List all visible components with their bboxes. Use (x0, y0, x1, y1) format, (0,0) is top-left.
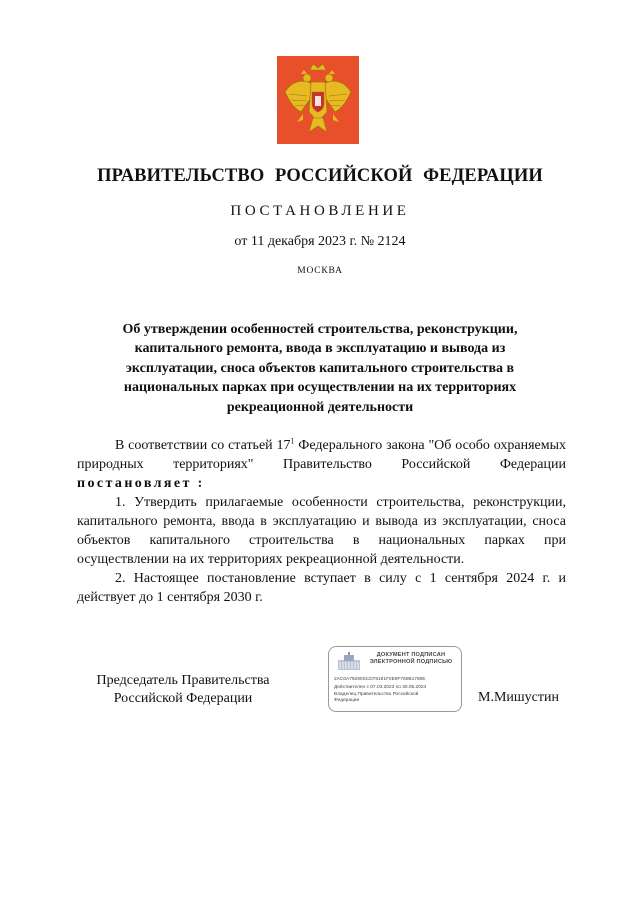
stamp-owner-line1: Владелец Правительство Российской (334, 692, 419, 697)
document-city: МОСКВА (297, 266, 343, 276)
document-subject: Об утверждении особенностей строительства, реконструкции, капитального ремонта, ввода в эксплуатацию и вывода из эксплуатации, сноса объектов капитального строительства в национальных парках при осуществлении на их территориях рекреационной деятельности (122, 322, 518, 415)
stamp-heading-line1: ДОКУМЕНТ ПОДПИСАН (376, 652, 446, 658)
item-2-paragraph: 2. Настоящее постановление вступает в силу с 1 сентября 2024 г. и действует до 1 сентября 2030 г. (77, 571, 566, 605)
article-superscript: 1 (290, 436, 295, 446)
signer-name: М.Мишустин (478, 690, 559, 705)
preamble-text-start: В соответствии со статьей 17 (115, 438, 291, 453)
preamble-text-end: Федерального закона "Об особо охраняемых природных территориях" Правительство Российской Федерации (77, 438, 566, 472)
signer-position-line2: Российской Федерации (113, 691, 253, 706)
item-1-paragraph: 1. Утвердить прилагаемые особенности строительства, реконструкции, капитального ремонта, ввода в эксплуатацию и вывода из эксплуатации, сноса объектов капитального строительства в национальных парках при осуществлении на их территориях рекреационной деятельности. (77, 495, 566, 567)
stamp-certificate: 2AC0A79290SCD78181F0E9F760B1780E (334, 677, 426, 682)
electronic-signature-stamp (328, 646, 462, 712)
preamble-paragraph (77, 436, 566, 493)
stamp-validity: Действителен с 07.03.2023 по 30.05.2024 (334, 685, 427, 690)
coat-of-arms-icon (277, 56, 359, 144)
stamp-owner-line2: Федерации (334, 698, 360, 703)
document-body (77, 436, 566, 607)
stamp-heading (365, 652, 457, 666)
government-title: ПРАВИТЕЛЬСТВО РОССИЙСКОЙ ФЕДЕРАЦИИ (97, 166, 543, 186)
document-type: ПОСТАНОВЛЕНИЕ (230, 203, 410, 219)
decree-word: постановляет : (77, 476, 205, 491)
signer-position (78, 672, 288, 708)
document-date-number: от 11 декабря 2023 г. № 2124 (234, 234, 406, 249)
signer-position-line1: Председатель Правительства (96, 673, 270, 688)
stamp-heading-line2: ЭЛЕКТРОННОЙ ПОДПИСЬЮ (369, 659, 453, 665)
stamp-building-icon (336, 652, 362, 672)
